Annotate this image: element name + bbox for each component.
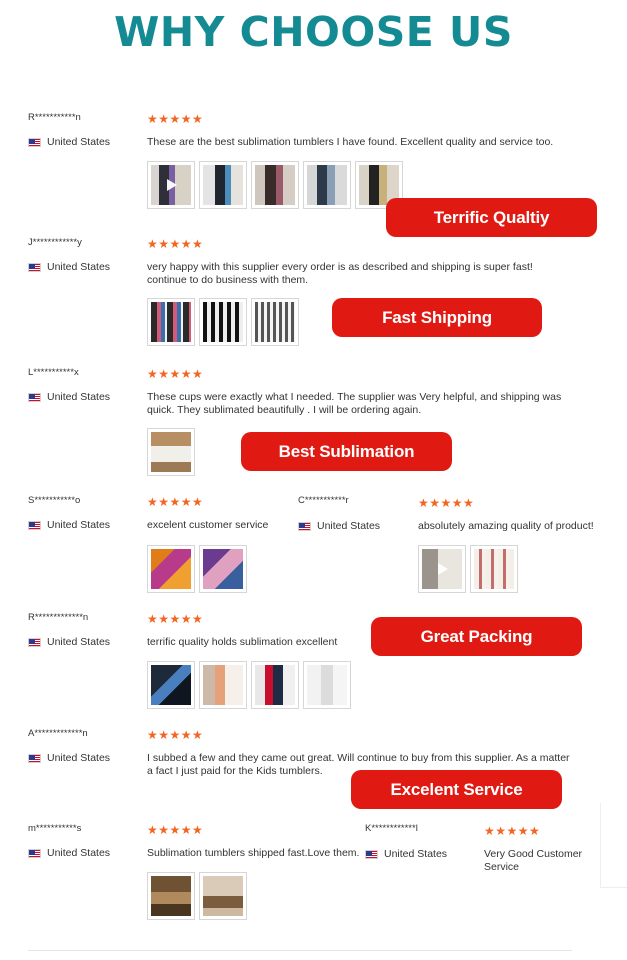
country-label: United States xyxy=(47,136,111,148)
review-photo[interactable] xyxy=(418,545,466,593)
reviewer-name: K************l xyxy=(365,823,418,834)
play-icon xyxy=(438,563,448,575)
us-flag-icon xyxy=(28,638,41,647)
country-label: United States xyxy=(47,752,111,764)
reviewer-name: L***********x xyxy=(28,367,79,378)
review-photo[interactable] xyxy=(147,872,195,920)
reviewer-country xyxy=(28,847,110,859)
review-photo[interactable] xyxy=(147,428,195,476)
us-flag-icon xyxy=(28,138,41,147)
rating-stars: ★★★★★ xyxy=(147,237,204,251)
reviewer-name: A*************n xyxy=(28,728,88,739)
country-label: United States xyxy=(47,391,111,403)
badge-best-sublimation: Best Sublimation xyxy=(241,432,452,471)
country-label: United States xyxy=(47,847,111,859)
reviewer-country xyxy=(365,848,447,860)
badge-terrific-quality: Terrific Qualtiy xyxy=(386,198,597,237)
reviewer-name: R***********n xyxy=(28,112,81,123)
review-photo[interactable] xyxy=(147,661,195,709)
review-photo[interactable] xyxy=(199,161,247,209)
reviewer-name: S***********o xyxy=(28,495,81,506)
section-divider xyxy=(28,950,572,951)
decorative-border xyxy=(600,803,627,888)
reviewer-country xyxy=(28,519,110,531)
reviewer-country xyxy=(28,136,110,148)
review-photo[interactable] xyxy=(470,545,518,593)
reviewer-name: m***********s xyxy=(28,823,82,834)
rating-stars: ★★★★★ xyxy=(484,824,541,838)
reviewer-country xyxy=(298,520,380,532)
us-flag-icon xyxy=(298,522,311,531)
us-flag-icon xyxy=(28,393,41,402)
reviewer-name: R*************n xyxy=(28,612,89,623)
review-photo[interactable] xyxy=(251,161,299,209)
rating-stars: ★★★★★ xyxy=(147,612,204,626)
reviewer-name: J************y xyxy=(28,237,82,248)
badge-excelent-service: Excelent Service xyxy=(351,770,562,809)
review-comment: very happy with this supplier every order is as described and shipping is super fast! continue to do business with them. xyxy=(147,261,533,286)
review-comment: terrific quality holds sublimation excellent xyxy=(147,636,338,648)
review-photo[interactable] xyxy=(199,298,247,346)
rating-stars: ★★★★★ xyxy=(418,496,475,510)
reviewer-name: C***********r xyxy=(298,495,349,506)
review-photo[interactable] xyxy=(303,661,351,709)
review-comment: Sublimation tumblers shipped fast.Love them. xyxy=(147,847,360,859)
badge-great-packing: Great Packing xyxy=(371,617,582,656)
play-icon xyxy=(167,179,177,191)
country-label: United States xyxy=(317,520,381,532)
us-flag-icon xyxy=(28,263,41,272)
review-photo[interactable] xyxy=(147,161,195,209)
country-label: United States xyxy=(47,636,111,648)
page-title: WHY CHOOSE US xyxy=(114,8,513,56)
us-flag-icon xyxy=(28,521,41,530)
review-photo[interactable] xyxy=(199,872,247,920)
country-label: United States xyxy=(47,519,111,531)
review-comment: These cups were exactly what I needed. The supplier was Very helpful, and shipping was quick. They sublimated beautifully . I will be ordering again. xyxy=(147,391,562,416)
us-flag-icon xyxy=(365,850,378,859)
country-label: United States xyxy=(384,848,448,860)
review-comment: I subbed a few and they came out great. Will continue to buy from this supplier. As a matter a fact I just paid for the Kids tumblers. xyxy=(147,752,570,777)
rating-stars: ★★★★★ xyxy=(147,823,204,837)
review-photo[interactable] xyxy=(251,661,299,709)
us-flag-icon xyxy=(28,849,41,858)
badge-fast-shipping: Fast Shipping xyxy=(332,298,542,337)
review-comment: These are the best sublimation tumblers I have found. Excellent quality and service too. xyxy=(147,136,554,148)
rating-stars: ★★★★★ xyxy=(147,495,204,509)
review-comment: Very Good Customer Service xyxy=(484,848,583,873)
reviewer-country xyxy=(28,391,110,403)
review-photo[interactable] xyxy=(199,661,247,709)
us-flag-icon xyxy=(28,754,41,763)
reviewer-country xyxy=(28,752,110,764)
review-photo[interactable] xyxy=(303,161,351,209)
rating-stars: ★★★★★ xyxy=(147,728,204,742)
review-photo[interactable] xyxy=(147,545,195,593)
reviewer-country xyxy=(28,636,110,648)
review-comment: absolutely amazing quality of product! xyxy=(418,520,594,532)
reviewer-country xyxy=(28,261,110,273)
rating-stars: ★★★★★ xyxy=(147,112,204,126)
review-photo[interactable] xyxy=(147,298,195,346)
rating-stars: ★★★★★ xyxy=(147,367,204,381)
review-comment: excelent customer service xyxy=(147,519,269,531)
country-label: United States xyxy=(47,261,111,273)
review-photo[interactable] xyxy=(199,545,247,593)
review-photo[interactable] xyxy=(251,298,299,346)
